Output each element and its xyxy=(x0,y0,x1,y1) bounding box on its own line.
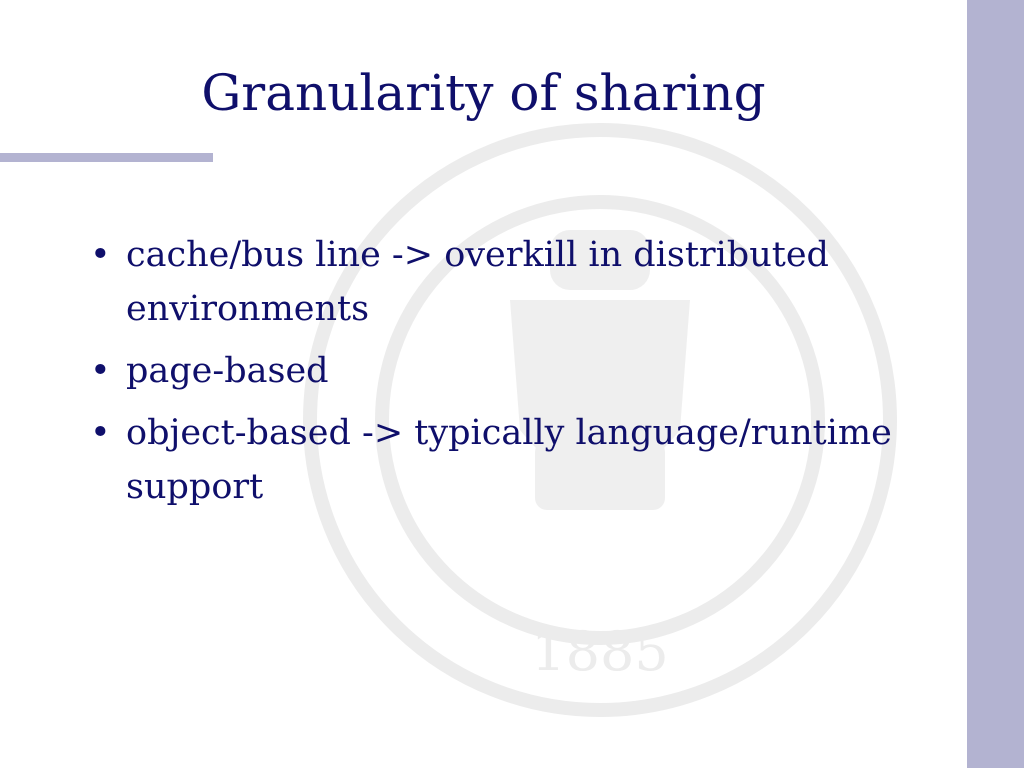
bullet-text: page-based xyxy=(126,351,329,391)
bullet-item xyxy=(90,406,940,514)
bullet-item xyxy=(90,228,940,336)
bullet-item xyxy=(90,344,940,398)
bullet-text: cache/bus line -> overkill in distributed environments xyxy=(126,235,829,329)
bullet-marker: • xyxy=(90,351,111,391)
title-underline-bar xyxy=(0,153,213,162)
bullet-list xyxy=(90,228,940,522)
bullet-marker: • xyxy=(90,235,111,275)
seal-year: 1885 xyxy=(531,620,669,683)
bullet-text: object-based -> typically language/runtime support xyxy=(126,413,892,507)
right-accent-bar xyxy=(967,0,1024,768)
bullet-marker: • xyxy=(90,413,111,453)
slide-title: Granularity of sharing xyxy=(201,64,766,122)
